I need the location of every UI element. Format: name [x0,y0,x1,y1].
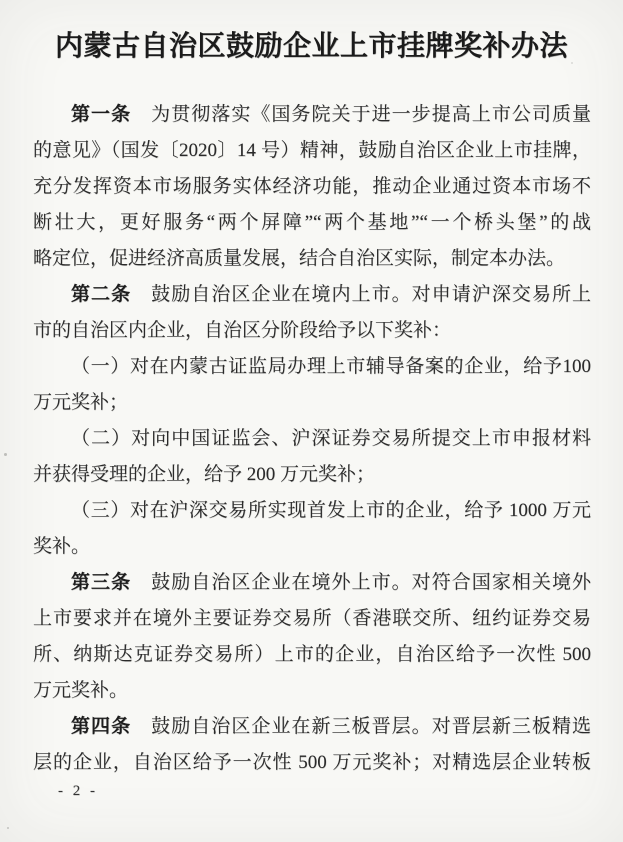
line-text: 万元奖补。 [33,680,129,701]
line-text: 层的企业，自治区给予一次性 500 万元奖补；对精选层企业转板 [33,752,591,773]
line-text: 的意见》（国发〔2020〕14 号）精神，鼓励自治区企业上市挂牌， [33,140,591,161]
body-line [33,169,591,205]
body-line [33,97,591,133]
body-line [33,601,591,637]
article-number: 第二条 [71,284,132,305]
body-line [33,673,591,709]
article-number: 第三条 [71,572,132,593]
line-text: 鼓励自治区企业在新三板晋层。对晋层新三板精选 [131,716,591,737]
line-text: 略定位，促进经济高质量发展，结合自治区实际，制定本办法。 [33,248,566,269]
body-line [33,565,591,601]
document-title: 内蒙古自治区鼓励企业上市挂牌奖补办法 [54,31,568,62]
line-text: 所、纳斯达克证券交易所）上市的企业，自治区给予一次性 500 [33,644,591,665]
body-line [33,385,591,421]
body-line [33,205,591,241]
body-line [33,133,591,169]
body-line [33,457,591,493]
line-text: 上市要求并在境外主要证券交易所（香港联交所、纽约证券交易 [33,608,591,629]
line-text: 市的自治区内企业，自治区分阶段给予以下奖补： [33,320,452,341]
body-line [33,529,591,565]
article-number: 第一条 [71,104,132,125]
body-line [33,241,591,277]
body-line [33,277,591,313]
body-line [33,745,591,781]
body-line [33,709,591,745]
line-text: （二）对向中国证监会、沪深证券交易所提交上市申报材料 [71,428,591,449]
line-text: 鼓励自治区企业在境外上市。对符合国家相关境外 [131,572,591,593]
line-text: 断壮大，更好服务“两个屏障”“两个基地”“一个桥头堡”的战 [33,212,591,233]
scan-speckle [7,827,9,829]
line-text: 为贯彻落实《国务院关于进一步提高上市公司质量 [131,104,591,125]
line-text: 奖补。 [33,536,91,557]
scan-speckle [571,62,573,64]
line-text: 充分发挥资本市场服务实体经济功能，推动企业通过资本市场不 [33,176,591,197]
document-body [33,97,591,781]
line-text: 并获得受理的企业，给予 200 万元奖补； [33,464,376,485]
body-line [33,421,591,457]
scan-speckle [4,453,7,456]
line-text: 万元奖补； [33,392,129,413]
body-line [33,637,591,673]
body-line [33,313,591,349]
line-text: （三）对在沪深交易所实现首发上市的企业，给予 1000 万元 [71,500,591,521]
line-text: （一）对在内蒙古证监局办理上市辅导备案的企业，给予100 [71,356,591,377]
article-number: 第四条 [71,716,132,737]
line-text: 鼓励自治区企业在境内上市。对申请沪深交易所上 [131,284,591,305]
body-line [33,493,591,529]
page-number: - 2 - [58,783,98,799]
body-line [33,349,591,385]
